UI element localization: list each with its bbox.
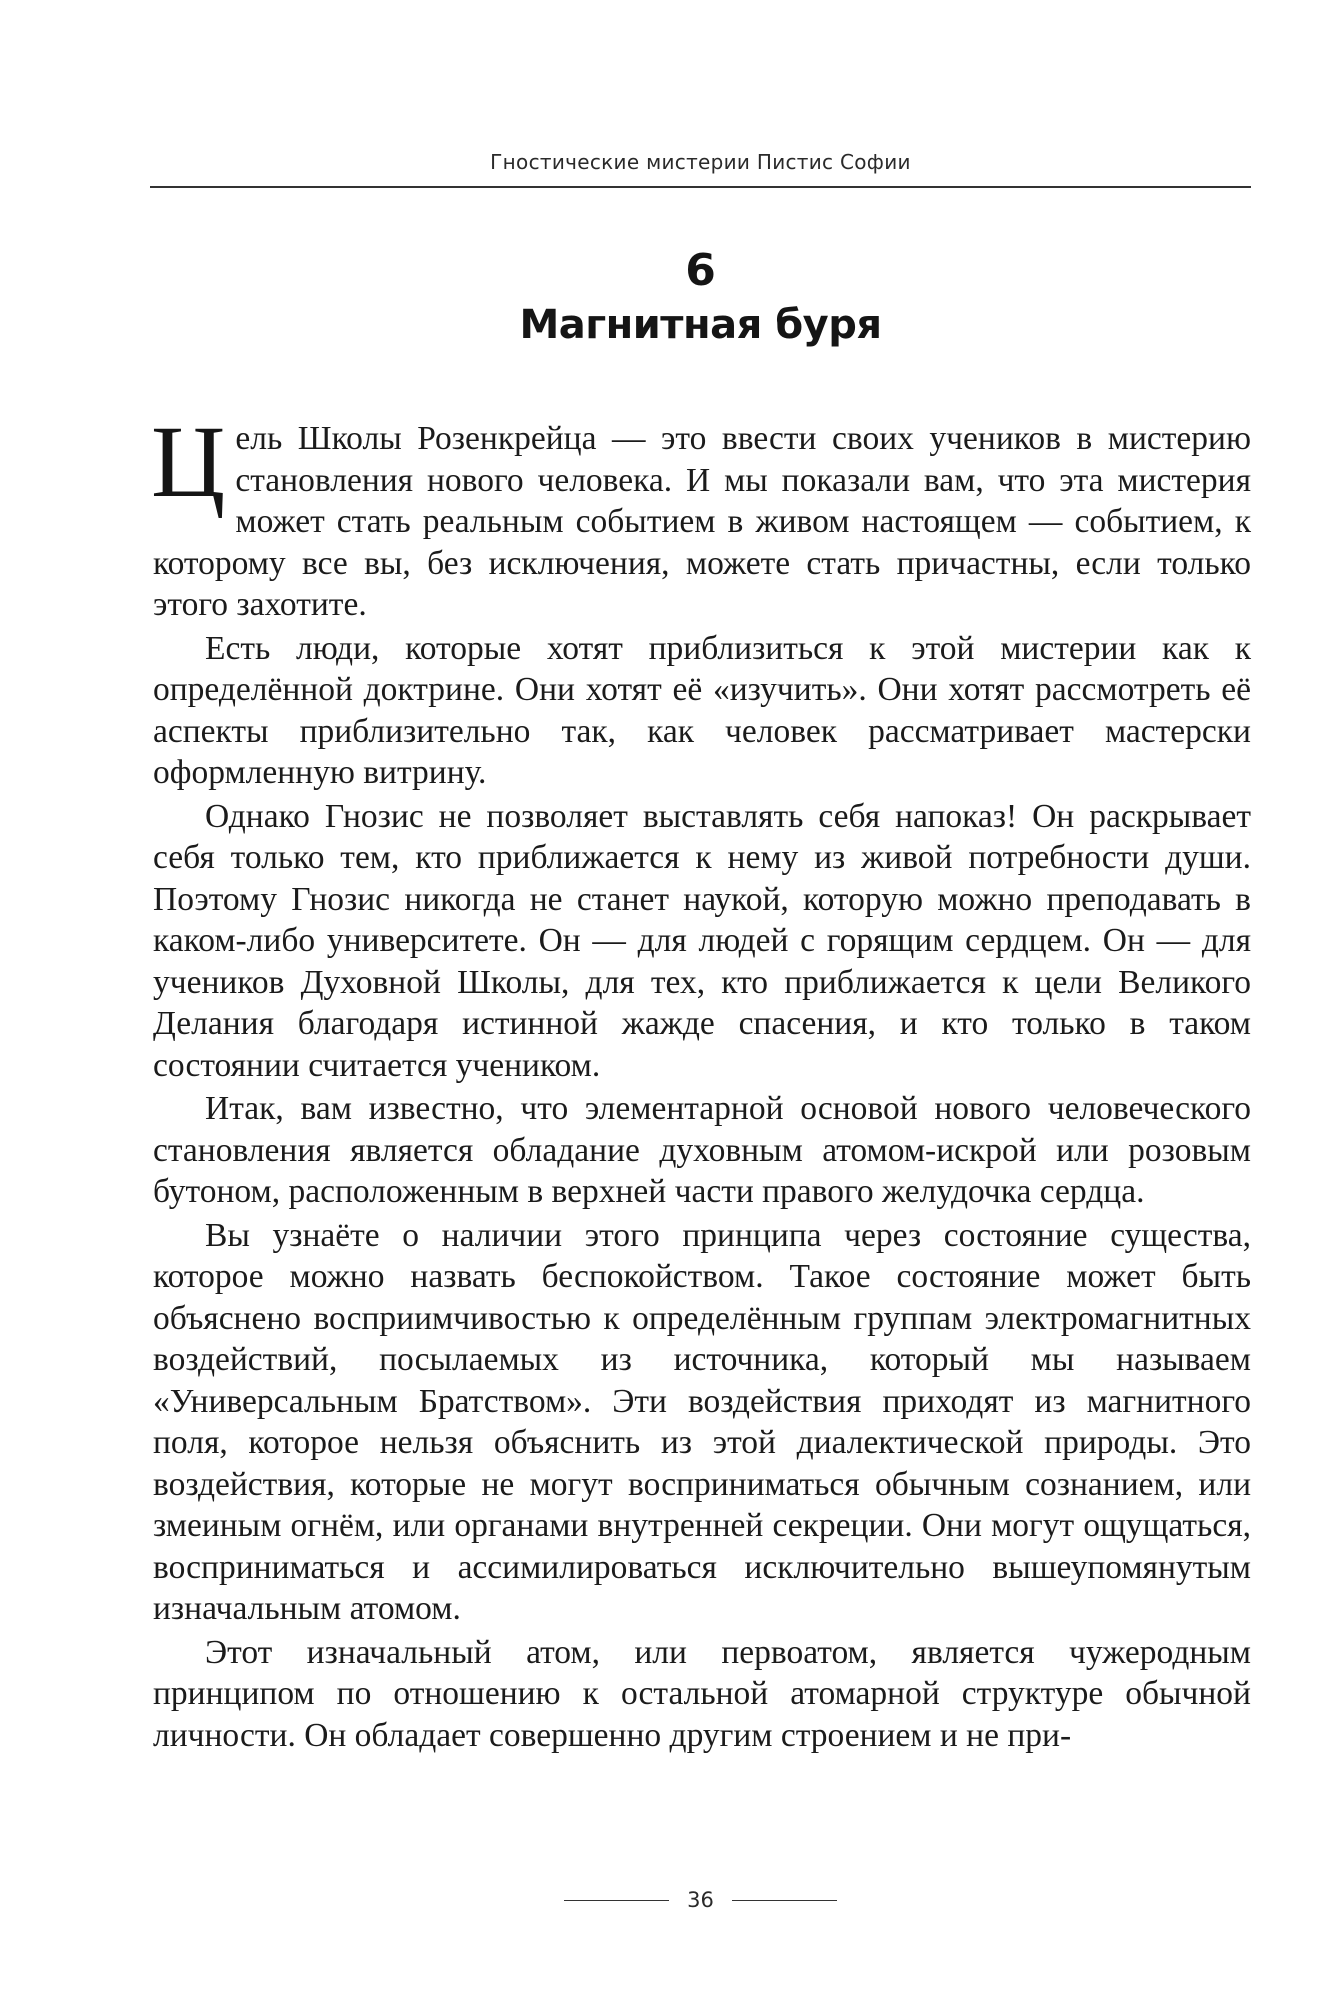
paragraph-1 [151, 405, 1251, 626]
footer-rule-right [732, 1900, 837, 1901]
page-number: 36 [687, 1888, 714, 1912]
chapter-number: 6 [685, 245, 716, 296]
header-rule [150, 186, 1251, 188]
paragraph-5: Вы узнаёте о наличии этого принципа через состояние существа, которое можно назвать беспокойством. Такое состояние может быть объяснено восприимчивостью к определённым группам электромагнитных воздействий, посылаемых из источника, который мы называем «Универсальным Братством». Эти воздействия приходят из магнитного поля, которое нельзя объяснить из этой диалектической природы. Это воздействия, которые не могут восприниматься обычным сознанием, или змеиным огнём, или органами внутренней секреции. Они могут ощущаться, восприниматься и ассимилироваться исключительно вышеупомянутым изначальным атомом. [153, 1216, 1251, 1627]
paragraph-6: Этот изначальный атом, или первоатом, является чужеродным принципом по отношению к остальной атомарной структуре обычной личности. Он обладает совершенно другим строением и не при- [153, 1633, 1251, 1754]
page-footer [150, 1885, 1251, 1915]
chapter-title: Магнитная буря [519, 302, 882, 348]
drop-cap: Ц [151, 405, 226, 519]
footer-rule-left [564, 1900, 669, 1901]
paragraph-1-text: ель Школы Розенкрейца — это ввести своих учеников в мистерию становления нового человека. И мы показали вам, что эта мистерия может стать реальным событием в живом настоящем — событием, к которому все вы, без исключения, можете стать причастны, если только этого захотите. [153, 420, 1251, 623]
running-head: Гностические мистерии Пистис Софии [490, 150, 911, 174]
paragraph-3: Однако Гнозис не позволяет выставлять себя напоказ! Он раскрывает себя только тем, кто приближается к нему из живой потребности души. Поэтому Гнозис никогда не станет наукой, которую можно преподавать в каком-либо университете. Он — для людей с горящим сердцем. Он — для учеников Духовной Школы, для тех, кто приближается к цели Великого Делания благодаря истинной жажде спасения, и кто только в таком состоянии считается учеником. [153, 797, 1251, 1084]
chapter-body [151, 405, 1251, 1756]
paragraph-2: Есть люди, которые хотят приблизиться к этой мистерии как к определённой доктрине. Они хотят её «изучить». Они хотят рассмотреть её аспекты приблизительно так, как человек рассматривает мастерски оформленную витрину. [153, 629, 1251, 791]
paragraph-4: Итак, вам известно, что элементарной основой нового человеческого становления является обладание духовным атомом-искрой или розовым бутоном, расположенным в верхней части правого желудочка сердца. [153, 1090, 1251, 1210]
